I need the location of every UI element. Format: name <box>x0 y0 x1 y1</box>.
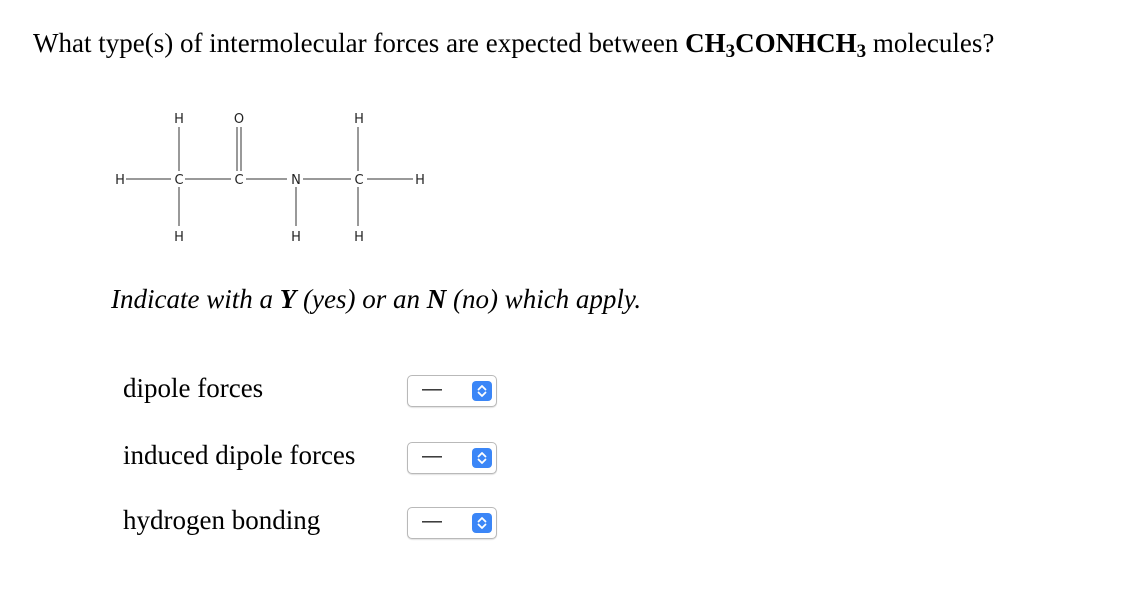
label-hydrogen-bonding: hydrogen bonding <box>123 505 321 535</box>
atom-h-c1-top: H <box>174 112 184 127</box>
instruction-post: (no) which apply. <box>446 284 642 314</box>
formula-part-1: CH <box>685 28 726 58</box>
select-dipole-forces[interactable] <box>407 375 497 407</box>
atom-h-left: H <box>115 173 125 188</box>
select-induced-dipole-forces[interactable] <box>407 442 497 474</box>
atom-n: N <box>291 173 301 188</box>
formula-subscript-1: 3 <box>725 41 736 62</box>
atom-h-c3-top: H <box>354 112 364 127</box>
question-suffix: molecules? <box>866 28 995 58</box>
select-hydrogen-bonding[interactable] <box>407 507 497 539</box>
question-text <box>33 28 995 62</box>
instruction-n: N <box>426 284 447 314</box>
formula-subscript-2: 3 <box>856 41 867 62</box>
instruction-y: Y <box>279 284 297 314</box>
up-down-chevron-icon <box>472 448 492 468</box>
select-value: — <box>422 378 442 400</box>
bonds <box>126 127 413 226</box>
instruction-mid: (yes) or an <box>296 284 427 314</box>
question-prefix: What type(s) of intermolecular forces are expected between <box>33 28 686 58</box>
select-value: — <box>422 445 442 467</box>
atom-h-right: H <box>415 173 425 188</box>
molecule-formula <box>685 28 867 62</box>
atom-c3: C <box>354 173 364 188</box>
atom-c1: C <box>174 173 184 188</box>
atom-o: O <box>233 112 245 127</box>
select-value: — <box>422 510 442 532</box>
label-dipole-forces: dipole forces <box>123 373 264 403</box>
formula-part-2: CONHCH <box>735 28 857 58</box>
up-down-chevron-icon <box>472 513 492 533</box>
up-down-chevron-icon <box>472 381 492 401</box>
label-induced-dipole-forces: induced dipole forces <box>123 440 356 470</box>
atom-h-c1-bottom: H <box>174 230 184 245</box>
atom-h-c3-bottom: H <box>354 230 364 245</box>
instruction-pre: Indicate with a <box>111 284 280 314</box>
atom-h-n-bottom: H <box>291 230 301 245</box>
instruction-text <box>111 284 641 315</box>
atom-c2: C <box>234 173 244 188</box>
